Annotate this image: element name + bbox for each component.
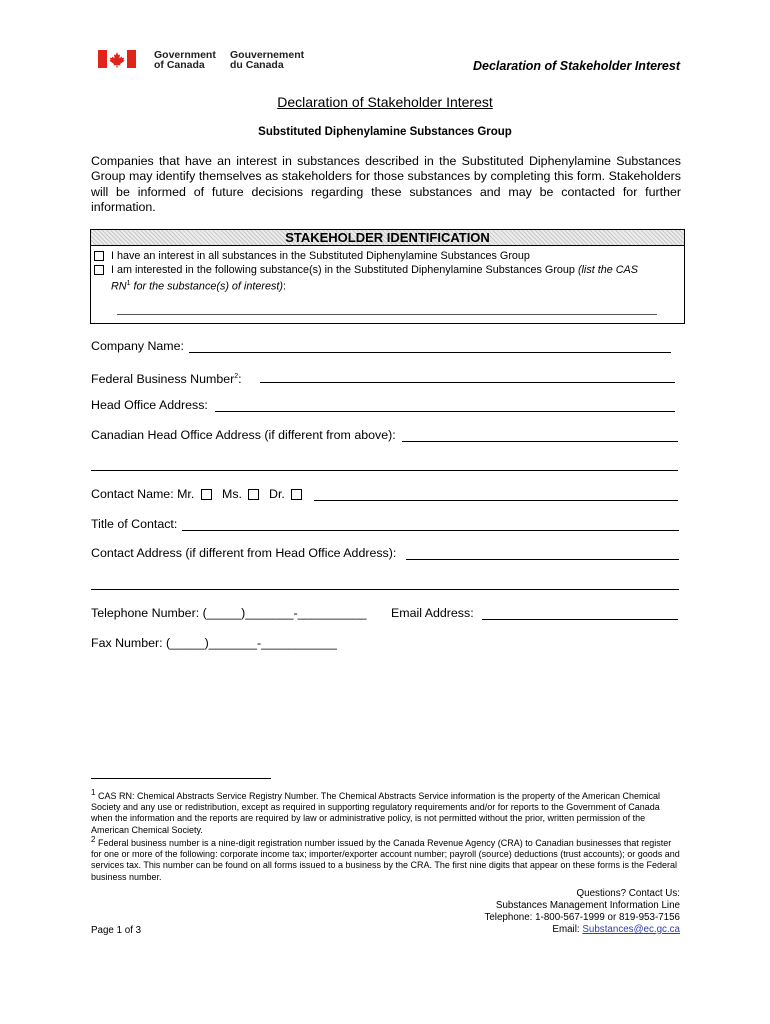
contact-block: Questions? Contact Us: Substances Management Information Line Telephone: 1-800-567-1999 or 819-953-7156 Email: Substances@ec.gc.ca: [484, 888, 680, 935]
ms-label: Ms.: [222, 487, 242, 501]
all-substances-checkbox[interactable]: [94, 251, 104, 261]
mr-checkbox[interactable]: [201, 489, 212, 500]
email-address-line[interactable]: [482, 619, 678, 620]
contact-name-line[interactable]: [314, 500, 678, 501]
page-title: Declaration of Stakeholder Interest: [277, 94, 493, 110]
contact-address-line[interactable]: [406, 559, 679, 560]
specific-substances-checkbox[interactable]: [94, 265, 104, 275]
substances-entry-line[interactable]: [117, 314, 657, 315]
head-office-address-line[interactable]: [215, 411, 675, 412]
canada-flag-icon: [98, 50, 136, 68]
fax-number-field[interactable]: Fax Number: (_____)_______-___________: [91, 636, 337, 650]
dr-checkbox[interactable]: [291, 489, 302, 500]
email-address-label: Email Address:: [391, 606, 474, 620]
contact-email-link[interactable]: Substances@ec.gc.ca: [582, 924, 680, 935]
contact-name-label: Contact Name: Mr.: [91, 487, 195, 501]
head-office-address-label: Head Office Address:: [91, 398, 208, 412]
government-of-canada-wordmark: Government of Canada: [154, 49, 216, 71]
title-of-contact-line[interactable]: [182, 530, 679, 531]
federal-business-number-label: Federal Business Number$^2$:: [91, 372, 242, 387]
contact-address-line-2[interactable]: [91, 589, 679, 590]
company-name-line[interactable]: [189, 352, 671, 353]
footnote-separator: [91, 778, 271, 779]
page-number: Page 1 of 3: [91, 925, 142, 936]
canadian-head-office-line-2[interactable]: [91, 470, 678, 471]
header-document-label: Declaration of Stakeholder Interest: [472, 59, 680, 73]
intro-paragraph: Companies that have an interest in substances described in the Substituted Diphenylamine Substances Group may identify themselves as stakeholders for those substances by completing this form. Stakeholders will be informed of future decisions regarding these substances and may be contacted for further information.: [91, 154, 681, 214]
contact-address-label: Contact Address (if different from Head Office Address):: [91, 546, 397, 560]
footnote-2: $^2$ Federal business number is a nine-digit registration number issued by the Canada Revenue Agency (CRA) to Canadian businesses that register for one or more of the following: corporate income tax; importer/exporter account number; payroll (source) deductions (trust accounts); or goods and services tax. This number can be found on all forms issued to a business by the CRA. The first nine digits that appear on these forms is the Federal business number.: [91, 835, 680, 882]
title-of-contact-label: Title of Contact:: [91, 517, 178, 531]
footnote-1: $^1$ CAS RN: Chemical Abstracts Service Registry Number. The Chemical Abstracts Service information is the property of the American Chemical Society and any use or redistribution, except as required in supporting regulatory requirements and/or for reports to the Government of Canada when the information and the reports are required by law or administrative policy, is not permitted without the prior, written permission of the American Chemical Society.: [91, 788, 661, 835]
company-name-label: Company Name:: [91, 339, 184, 353]
all-substances-label: I have an interest in all substances in the Substituted Diphenylamine Substances Group: [111, 250, 530, 262]
gouvernement-du-canada-wordmark: Gouvernement du Canada: [230, 49, 305, 71]
telephone-number-field[interactable]: Telephone Number: (_____)_______-__________: [91, 606, 367, 620]
page-subtitle: Substituted Diphenylamine Substances Group: [258, 126, 512, 138]
ms-checkbox[interactable]: [248, 489, 259, 500]
canadian-head-office-label: Canadian Head Office Address (if different from above):: [91, 428, 396, 442]
stakeholder-identification-heading: STAKEHOLDER IDENTIFICATION: [91, 230, 684, 246]
dr-label: Dr.: [269, 487, 285, 501]
canadian-head-office-line[interactable]: [402, 441, 678, 442]
federal-business-number-line[interactable]: [260, 382, 675, 383]
specific-substances-label: I am interested in the following substance(s) in the Substituted Diphenylamine Substances Group (list the CAS $RN^1$ for the substance(s) of interest):: [111, 264, 638, 293]
